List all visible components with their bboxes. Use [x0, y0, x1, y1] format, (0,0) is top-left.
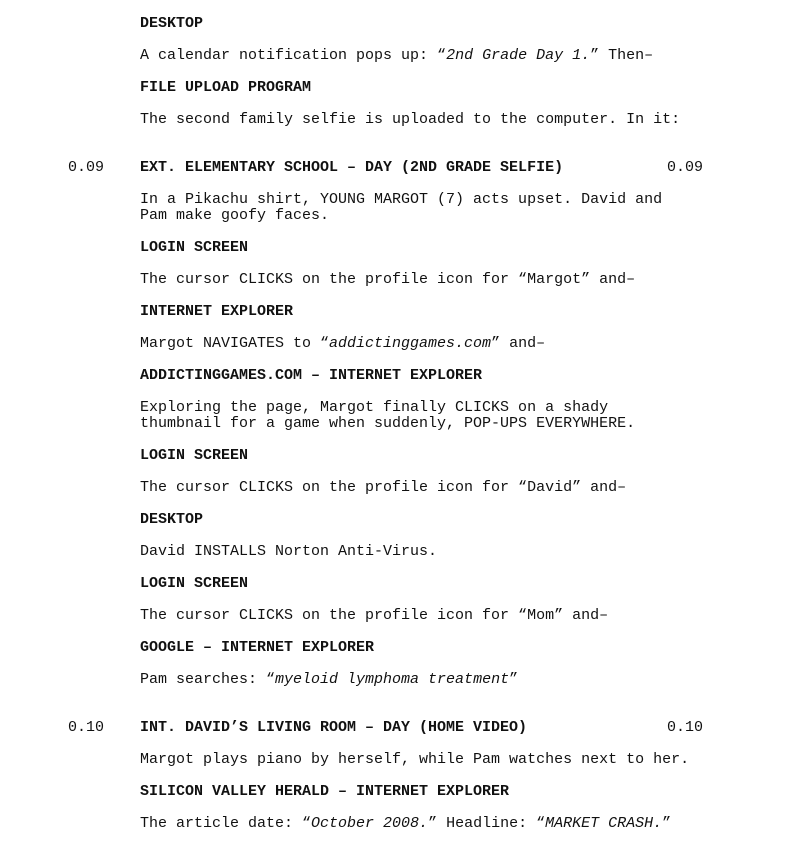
- slug-line: GOOGLE – INTERNET EXPLORER: [140, 639, 375, 656]
- action-line: David INSTALLS Norton Anti-Virus.: [140, 543, 438, 560]
- action-line: The cursor CLICKS on the profile icon for “David” and–: [140, 479, 627, 496]
- action-line: thumbnail for a game when suddenly, POP-UPS EVERYWHERE.: [140, 415, 636, 432]
- slug-line: DESKTOP: [140, 15, 204, 32]
- action-line: In a Pikachu shirt, YOUNG MARGOT (7) acts upset. David and: [140, 191, 663, 208]
- slug-line: LOGIN SCREEN: [140, 447, 249, 464]
- action-line: Pam searches: “myeloid lymphoma treatment”: [140, 671, 519, 688]
- slug-line: LOGIN SCREEN: [140, 239, 249, 256]
- action-line: Margot NAVIGATES to “addictinggames.com” and–: [140, 335, 546, 352]
- slug-line: DESKTOP: [140, 511, 204, 528]
- scene-heading: EXT. ELEMENTARY SCHOOL – DAY (2ND GRADE SELFIE): [140, 159, 564, 176]
- action-line: A calendar notification pops up: “2nd Grade Day 1.” Then–: [140, 47, 654, 64]
- slug-line: LOGIN SCREEN: [140, 575, 249, 592]
- scene-number-left: 0.09: [68, 159, 105, 176]
- action-line: Margot plays piano by herself, while Pam watches next to her.: [140, 751, 690, 768]
- slug-line: FILE UPLOAD PROGRAM: [140, 79, 312, 96]
- action-line: Pam make goofy faces.: [140, 207, 330, 224]
- action-line: The second family selfie is uploaded to the computer. In it:: [140, 111, 681, 128]
- scene-number-right: 0.10: [667, 719, 704, 736]
- action-line: The cursor CLICKS on the profile icon for “Mom” and–: [140, 607, 609, 624]
- scene-number-left: 0.10: [68, 719, 105, 736]
- slug-line: INTERNET EXPLORER: [140, 303, 294, 320]
- action-line: The article date: “October 2008.” Headline: “MARKET CRASH.”: [140, 815, 672, 832]
- slug-line: ADDICTINGGAMES.COM – INTERNET EXPLORER: [140, 367, 483, 384]
- slug-line: SILICON VALLEY HERALD – INTERNET EXPLORER: [140, 783, 510, 800]
- scene-number-right: 0.09: [667, 159, 704, 176]
- scene-heading: INT. DAVID’S LIVING ROOM – DAY (HOME VIDEO): [140, 719, 528, 736]
- action-line: Exploring the page, Margot finally CLICKS on a shady: [140, 399, 609, 416]
- action-line: The cursor CLICKS on the profile icon for “Margot” and–: [140, 271, 636, 288]
